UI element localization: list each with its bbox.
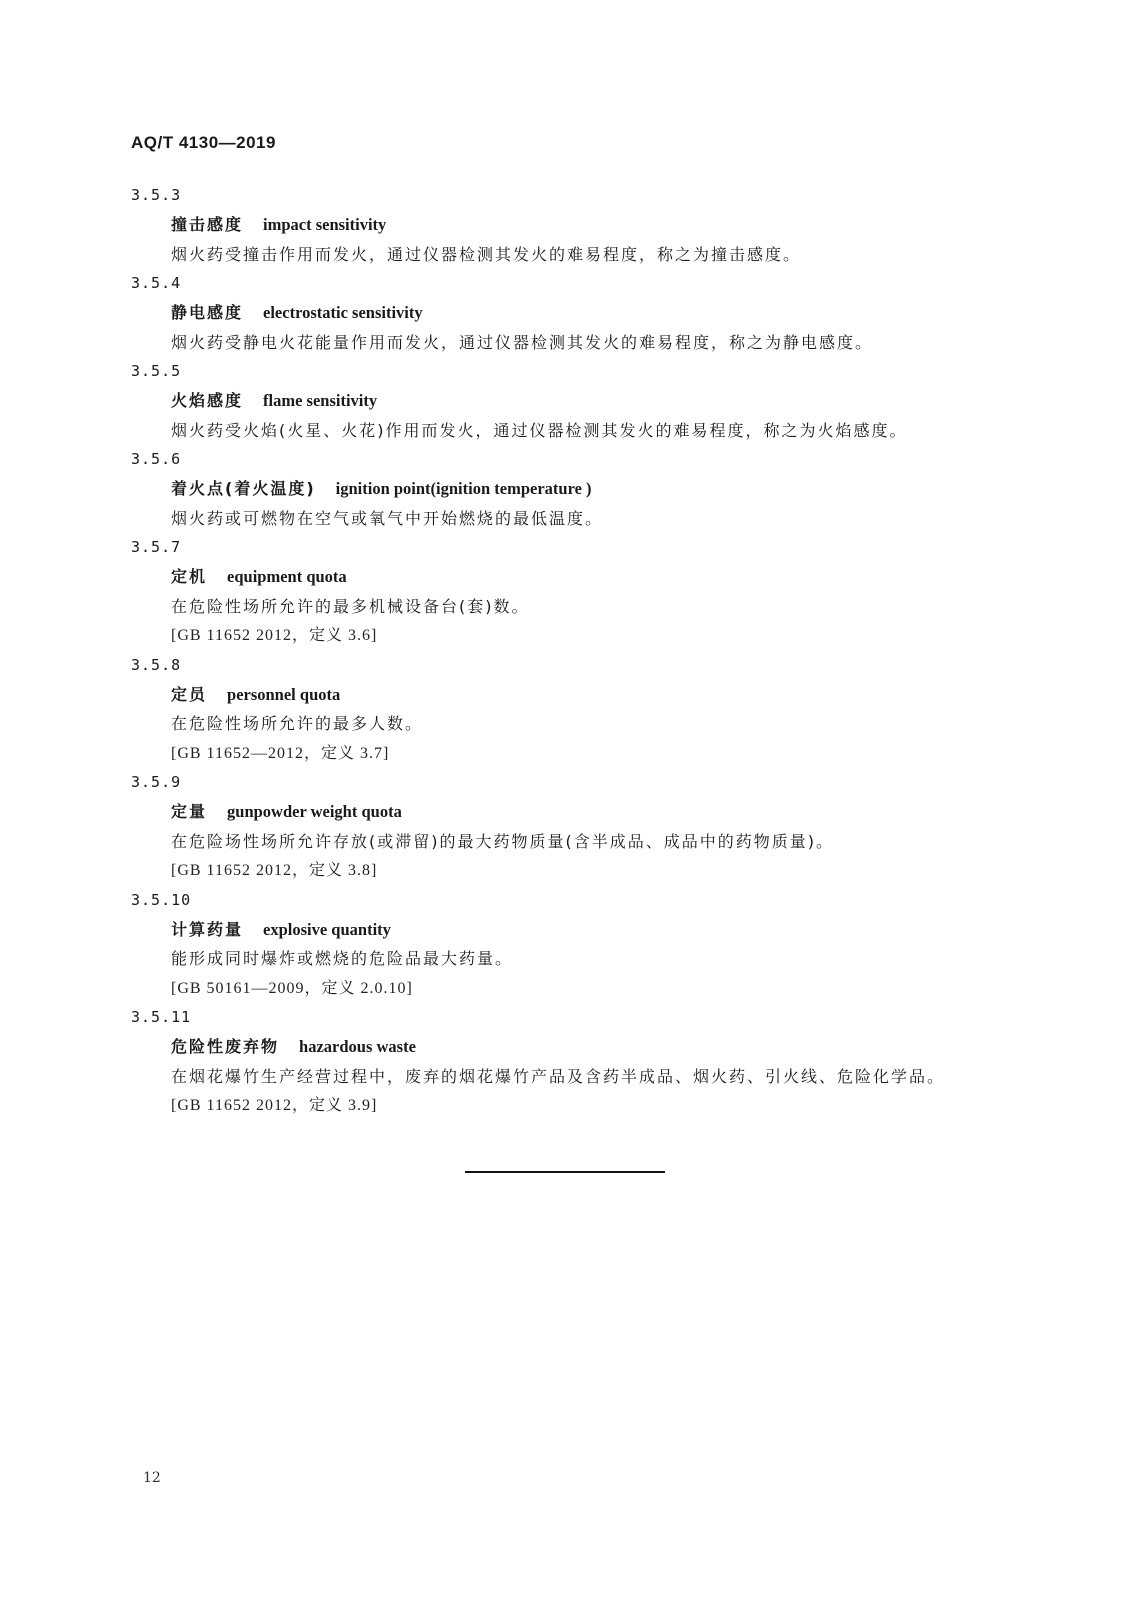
- term-title-zh: 计算药量: [171, 919, 244, 939]
- term-number: 3.5.8: [131, 655, 182, 674]
- term-definition: 烟火药受撞击作用而发火，通过仪器检测其发火的难易程度，称之为撞击感度。: [171, 244, 802, 264]
- term-entry: [0, 181, 1131, 269]
- term-title: [0, 1032, 1131, 1062]
- term-title-zh: 着火点(着火温度): [171, 479, 316, 498]
- term-title-en: electrostatic sensitivity: [263, 303, 423, 322]
- terms-list: [0, 181, 1131, 1121]
- term-title-en: explosive quantity: [263, 919, 391, 939]
- term-entry: [0, 445, 1131, 533]
- term-source: [GB 11652 2012，定义 3.9]: [171, 1097, 378, 1114]
- document-code: AQ/T 4130—2019: [131, 133, 276, 152]
- term-number: 3.5.7: [131, 538, 182, 556]
- term-title-en: equipment quota: [227, 567, 347, 586]
- term-number: 3.5.6: [131, 450, 182, 468]
- term-title-en: impact sensitivity: [263, 215, 387, 234]
- term-title-en: personnel quota: [227, 684, 341, 704]
- term-title: [0, 797, 1131, 827]
- term-entry: [0, 269, 1131, 357]
- term-title-zh: 定量: [171, 802, 208, 821]
- term-definition: 烟火药或可燃物在空气或氧气中开始燃烧的最低温度。: [171, 508, 604, 528]
- term-title-en: hazardous waste: [299, 1037, 416, 1056]
- term-entry: [0, 886, 1131, 1004]
- page-number: 12: [143, 1470, 161, 1486]
- term-definition: 能形成同时爆炸或燃烧的危险品最大药量。: [171, 949, 514, 968]
- term-number: 3.5.5: [131, 362, 182, 380]
- term-definition: 烟火药受火焰(火星、火花)作用而发火，通过仪器检测其发火的难易程度，称之为火焰感度。: [171, 420, 908, 440]
- term-title-en: ignition point(ignition temperature ): [335, 479, 592, 498]
- term-title: [0, 298, 1131, 328]
- term-definition: 在危险性场所允许的最多人数。: [171, 714, 424, 733]
- term-title-en: flame sensitivity: [263, 391, 378, 410]
- term-title: [0, 915, 1131, 945]
- term-title-zh: 定员: [171, 684, 208, 704]
- term-number: 3.5.9: [131, 773, 182, 791]
- term-title-zh: 静电感度: [171, 303, 244, 322]
- term-number: 3.5.3: [131, 186, 182, 204]
- term-title: [0, 474, 1131, 504]
- term-source: [GB 11652—2012，定义 3.7]: [171, 744, 390, 762]
- term-definition: 在危险场性场所允许存放(或滞留)的最大药物质量(含半成品、成品中的药物质量)。: [171, 831, 834, 851]
- term-entry: [0, 533, 1131, 651]
- term-entry: [0, 357, 1131, 445]
- term-number: 3.5.10: [131, 890, 192, 909]
- term-source: [GB 11652 2012，定义 3.8]: [171, 862, 378, 879]
- end-rule: [465, 1171, 665, 1173]
- term-entry: [0, 768, 1131, 886]
- term-title-en: gunpowder weight quota: [227, 802, 402, 821]
- term-title-zh: 火焰感度: [171, 391, 244, 410]
- term-title-zh: 撞击感度: [171, 215, 244, 234]
- term-title-zh: 定机: [171, 567, 208, 586]
- term-definition: 烟火药受静电火花能量作用而发火，通过仪器检测其发火的难易程度，称之为静电感度。: [171, 332, 874, 352]
- term-source: [GB 11652 2012，定义 3.6]: [171, 627, 378, 644]
- term-source: [GB 50161—2009，定义 2.0.10]: [171, 979, 413, 997]
- term-entry: [0, 651, 1131, 769]
- term-definition: 在烟花爆竹生产经营过程中，废弃的烟花爆竹产品及含药半成品、烟火药、引火线、危险化学品。: [171, 1066, 946, 1086]
- term-title-zh: 危险性废弃物: [171, 1037, 280, 1056]
- term-title: [0, 680, 1131, 710]
- term-title: [0, 210, 1131, 240]
- term-number: 3.5.4: [131, 274, 182, 292]
- term-entry: [0, 1003, 1131, 1121]
- term-definition: 在危险性场所允许的最多机械设备台(套)数。: [171, 596, 530, 616]
- term-title: [0, 562, 1131, 592]
- term-title: [0, 386, 1131, 416]
- term-number: 3.5.11: [131, 1008, 192, 1026]
